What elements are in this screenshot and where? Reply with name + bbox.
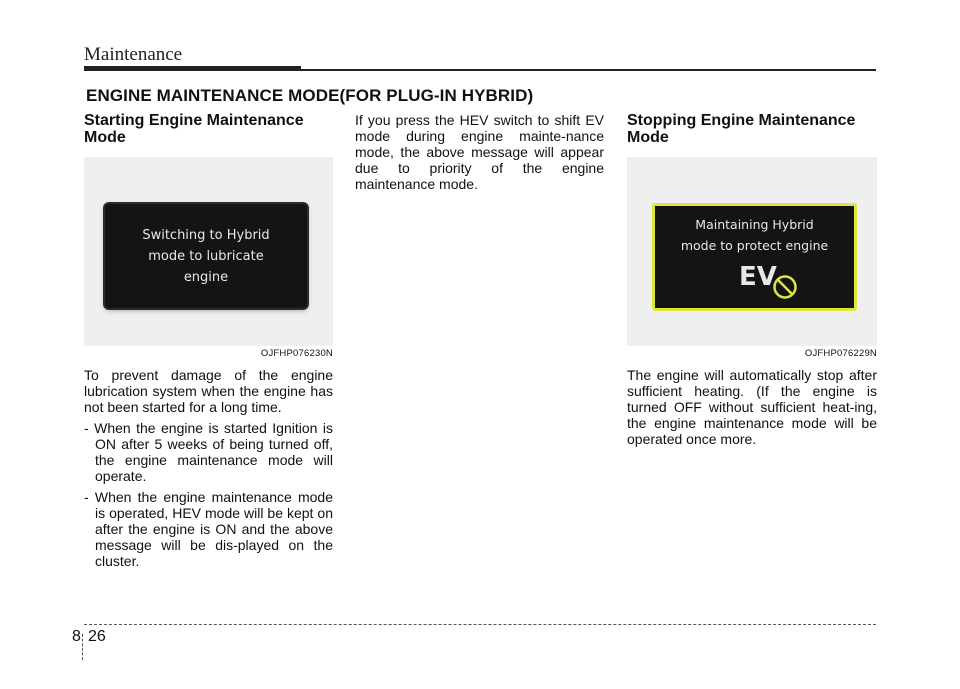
starting-mode-heading: Starting Engine Maintenance Mode [84,112,304,146]
ev-mode-label: EV [739,262,777,292]
section-title: ENGINE MAINTENANCE MODE(FOR PLUG-IN HYBRID) [86,86,534,105]
footer-divider [84,624,876,625]
stopping-body-text: The engine will automatically stop after sufficient heating. (If the engine is turned OFF without sufficient heat-ing, the engine maintenance mode will be operated once more. [627,367,877,447]
header-rule-thin [301,69,876,71]
footer-vertical-divider [82,634,83,660]
list-item: - When the engine is started Ignition is ON after 5 weeks of being turned off, the engine maintenance mode will operate. [84,420,333,484]
cluster-display-screen [105,204,307,308]
starting-bullet-list [84,420,333,569]
column-hev-note [355,112,604,192]
starting-intro-text: To prevent damage of the engine lubrication system when the engine has not been started for a long time. [84,367,333,415]
starting-cluster-figure [84,157,333,346]
stopping-cluster-figure [627,157,877,346]
column-stopping [627,112,877,447]
cluster-message: Switching to Hybrid mode to lubricate engine [142,227,270,285]
footer-chapter-number: 8 [72,628,81,645]
figure-code: OJFHP076229N [804,348,877,359]
footer-page-number: 26 [88,628,106,645]
hev-switch-note: If you press the HEV switch to shift EV mode during engine mainte-nance mode, the above message will appear due to priority of the engine maintenance mode. [355,112,604,192]
cluster-display-screen [652,203,857,311]
stopping-mode-heading: Stopping Engine Maintenance Mode [627,112,856,146]
figure-code: OJFHP076230N [260,348,333,359]
chapter-header-label: Maintenance [84,44,183,65]
prohibited-icon [772,274,798,300]
column-starting [84,112,333,574]
header-rule-thick [84,66,301,71]
list-item: - When the engine maintenance mode is operated, HEV mode will be kept on after the engine is ON and the above message will be dis-played on the cluster. [84,489,333,569]
cluster-message: Maintaining Hybrid mode to protect engine [680,217,829,253]
